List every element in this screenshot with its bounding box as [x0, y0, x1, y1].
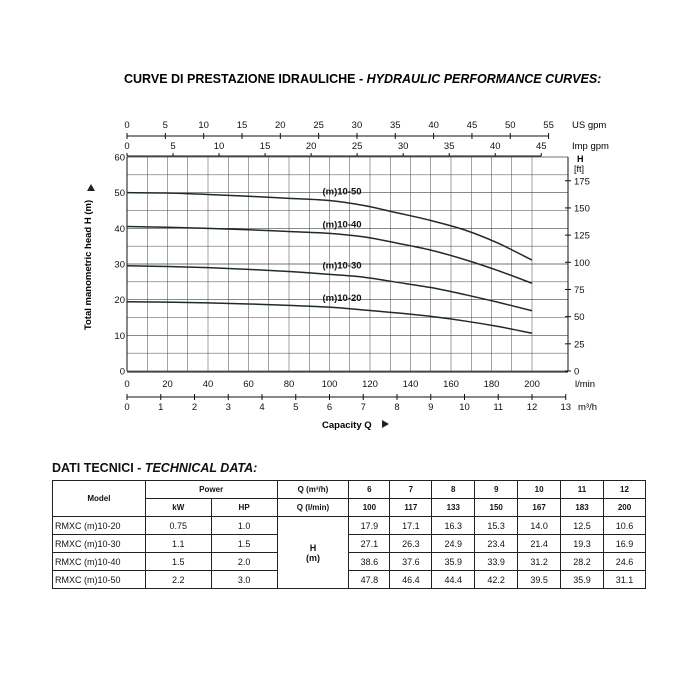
model-cell: RMXC (m)10-20 — [53, 517, 146, 535]
head-value-cell: 15.3 — [475, 517, 518, 535]
head-value-cell: 38.6 — [349, 553, 390, 571]
model-header: Model — [53, 481, 146, 517]
y-tick-label: 30 — [114, 259, 125, 271]
imp-gpm-tick-label: 20 — [305, 141, 317, 152]
right-tick-label: 0 — [574, 366, 580, 378]
kw-cell: 2.2 — [145, 571, 211, 589]
us-gpm-tick-label: 50 — [504, 120, 516, 131]
head-value-cell: 26.3 — [390, 535, 432, 553]
q-m3h-cell: 9 — [475, 481, 518, 499]
right-tick-label: 50 — [574, 312, 585, 324]
model-cell: RMXC (m)10-40 — [53, 553, 146, 571]
us-gpm-tick-label: 5 — [162, 120, 168, 131]
table-row — [53, 535, 646, 553]
m3h-tick-label: 12 — [526, 402, 538, 413]
kw-cell: 1.1 — [145, 535, 211, 553]
m3h-tick-label: 2 — [191, 402, 198, 413]
right-tick-label: 75 — [574, 284, 585, 296]
us-gpm-tick-label: 10 — [198, 120, 209, 131]
m3h-tick-label: 11 — [493, 402, 504, 413]
head-value-cell: 31.2 — [518, 553, 561, 571]
y-axis-arrow-icon — [87, 184, 95, 191]
us-gpm-tick-label: 25 — [313, 120, 324, 131]
head-value-cell: 16.9 — [603, 535, 645, 553]
power-header: Power — [145, 481, 277, 499]
top-imp-gpm-unit: Imp gpm — [572, 141, 609, 152]
q-m3h-cell: 7 — [390, 481, 432, 499]
q-lmin-cell: 100 — [349, 499, 390, 517]
imp-gpm-tick-label: 40 — [489, 141, 501, 152]
y-tick-label: 60 — [114, 152, 125, 164]
hp-cell: 1.0 — [211, 517, 277, 535]
top-us-gpm-unit: US gpm — [572, 120, 607, 131]
q-m3h-cell: 8 — [432, 481, 475, 499]
head-value-cell: 19.3 — [561, 535, 604, 553]
right-axis-label: H — [577, 154, 584, 164]
imp-gpm-tick-label: 15 — [259, 141, 271, 152]
head-value-cell: 17.9 — [349, 517, 390, 535]
imp-gpm-tick-label: 45 — [535, 141, 547, 152]
head-value-cell: 27.1 — [349, 535, 390, 553]
m3h-tick-label: 7 — [360, 402, 366, 413]
q-lmin-cell: 133 — [432, 499, 475, 517]
q-m3h-cell: 10 — [518, 481, 561, 499]
head-value-cell: 12.5 — [561, 517, 604, 535]
kw-cell: 0.75 — [145, 517, 211, 535]
x-tick-label: 80 — [283, 379, 295, 390]
y-axis-label: Total manometric head H (m) — [83, 199, 94, 331]
imp-gpm-tick-label: 5 — [170, 141, 176, 152]
head-value-cell: 31.1 — [603, 571, 645, 589]
head-value-cell: 16.3 — [432, 517, 475, 535]
y-tick-label: 40 — [114, 223, 125, 235]
q-m3h-cell: 12 — [603, 481, 645, 499]
x-tick-label: 100 — [321, 379, 338, 390]
curve-label: (m)10-40 — [322, 219, 362, 231]
kw-cell: 1.5 — [145, 553, 211, 571]
head-value-cell: 21.4 — [518, 535, 561, 553]
head-value-cell: 37.6 — [390, 553, 432, 571]
y-tick-label: 10 — [114, 330, 125, 342]
x-tick-label: 180 — [483, 379, 500, 390]
x-tick-label: 200 — [524, 379, 540, 390]
head-value-cell: 42.2 — [475, 571, 518, 589]
curve-label: (m)10-50 — [322, 186, 362, 198]
table-row — [53, 517, 646, 535]
m3h-tick-label: 0 — [124, 402, 130, 413]
us-gpm-tick-label: 30 — [351, 120, 363, 131]
head-value-cell: 33.9 — [475, 553, 518, 571]
q-lmin-cell: 150 — [475, 499, 518, 517]
hp-cell: 2.0 — [211, 553, 277, 571]
imp-gpm-tick-label: 35 — [443, 141, 455, 152]
x-tick-label: 60 — [243, 379, 254, 390]
x-tick-label: 20 — [162, 379, 173, 390]
right-tick-label: 150 — [574, 203, 590, 215]
x-tick-label: 160 — [443, 379, 459, 390]
head-value-cell: 47.8 — [349, 571, 390, 589]
hp-header: HP — [211, 499, 277, 517]
x-axis-arrow-icon — [382, 420, 389, 428]
head-value-cell: 39.5 — [518, 571, 561, 589]
head-value-cell: 24.6 — [603, 553, 645, 571]
q-lmin-cell: 167 — [518, 499, 561, 517]
head-value-cell: 46.4 — [390, 571, 432, 589]
table-row — [53, 553, 646, 571]
head-value-cell: 17.1 — [390, 517, 432, 535]
m3h-tick-label: 13 — [560, 402, 572, 413]
q-lmin-cell: 117 — [390, 499, 432, 517]
m3h-tick-label: 5 — [293, 402, 299, 413]
head-value-cell: 10.6 — [603, 517, 645, 535]
curve-label: (m)10-20 — [322, 293, 362, 305]
m3h-tick-label: 4 — [259, 402, 265, 413]
us-gpm-tick-label: 40 — [428, 120, 439, 131]
head-value-cell: 35.9 — [561, 571, 604, 589]
imp-gpm-tick-label: 10 — [213, 141, 225, 152]
q-lmin-header: Q (l/min) — [277, 499, 349, 517]
head-value-cell: 23.4 — [475, 535, 518, 553]
technical-data-table — [52, 480, 646, 589]
curve-label: (m)10-30 — [322, 260, 362, 272]
x-tick-label: 120 — [362, 379, 378, 390]
bottom-lmin-unit: l/min — [575, 379, 596, 390]
us-gpm-tick-label: 15 — [236, 120, 248, 131]
us-gpm-tick-label: 45 — [466, 120, 478, 131]
x-tick-label: 0 — [124, 379, 130, 390]
head-value-cell: 35.9 — [432, 553, 475, 571]
y-tick-label: 50 — [114, 188, 125, 200]
head-label-cell — [277, 517, 349, 589]
m3h-tick-label: 8 — [394, 402, 400, 413]
x-tick-label: 40 — [202, 379, 214, 390]
bottom-m3h-unit: m³/h — [578, 402, 597, 413]
q-m3h-header: Q (m³/h) — [277, 481, 349, 499]
right-tick-label: 125 — [574, 230, 590, 242]
model-cell: RMXC (m)10-30 — [53, 535, 146, 553]
x-axis-label: Capacity Q — [322, 420, 372, 431]
right-axis-unit: [ft] — [574, 164, 585, 174]
q-m3h-cell: 6 — [349, 481, 390, 499]
m3h-tick-label: 3 — [225, 402, 231, 413]
model-cell: RMXC (m)10-50 — [53, 571, 146, 589]
y-tick-label: 20 — [114, 295, 125, 307]
right-tick-label: 175 — [574, 176, 590, 188]
head-label: H — [309, 542, 317, 553]
us-gpm-tick-label: 35 — [390, 120, 401, 131]
head-value-cell: 14.0 — [518, 517, 561, 535]
head-unit: (m) — [305, 552, 320, 563]
us-gpm-tick-label: 55 — [543, 120, 554, 131]
hp-cell: 1.5 — [211, 535, 277, 553]
x-tick-label: 140 — [402, 379, 419, 390]
us-gpm-tick-label: 0 — [124, 120, 130, 131]
head-value-cell: 44.4 — [432, 571, 475, 589]
q-m3h-cell: 11 — [561, 481, 604, 499]
table-title: DATI TECNICI - TECHNICAL DATA: — [52, 461, 258, 475]
m3h-tick-label: 6 — [326, 402, 333, 413]
right-tick-label: 100 — [574, 257, 590, 269]
y-tick-label: 0 — [119, 366, 125, 378]
head-value-cell: 28.2 — [561, 553, 604, 571]
imp-gpm-tick-label: 30 — [397, 141, 409, 152]
m3h-tick-label: 10 — [459, 402, 470, 413]
hp-cell: 3.0 — [211, 571, 277, 589]
head-value-cell: 24.9 — [432, 535, 475, 553]
us-gpm-tick-label: 20 — [275, 120, 286, 131]
imp-gpm-tick-label: 25 — [351, 141, 363, 152]
chart-title: CURVE DI PRESTAZIONE IDRAULICHE - HYDRAULIC PERFORMANCE CURVES: — [124, 72, 602, 86]
right-tick-label: 25 — [574, 339, 585, 351]
m3h-tick-label: 1 — [158, 402, 164, 413]
table-header-row-1 — [53, 481, 646, 499]
m3h-tick-label: 9 — [428, 402, 434, 413]
q-lmin-cell: 183 — [561, 499, 604, 517]
table-row — [53, 571, 646, 589]
imp-gpm-tick-label: 0 — [124, 141, 130, 152]
q-lmin-cell: 200 — [603, 499, 645, 517]
kw-header: kW — [145, 499, 211, 517]
